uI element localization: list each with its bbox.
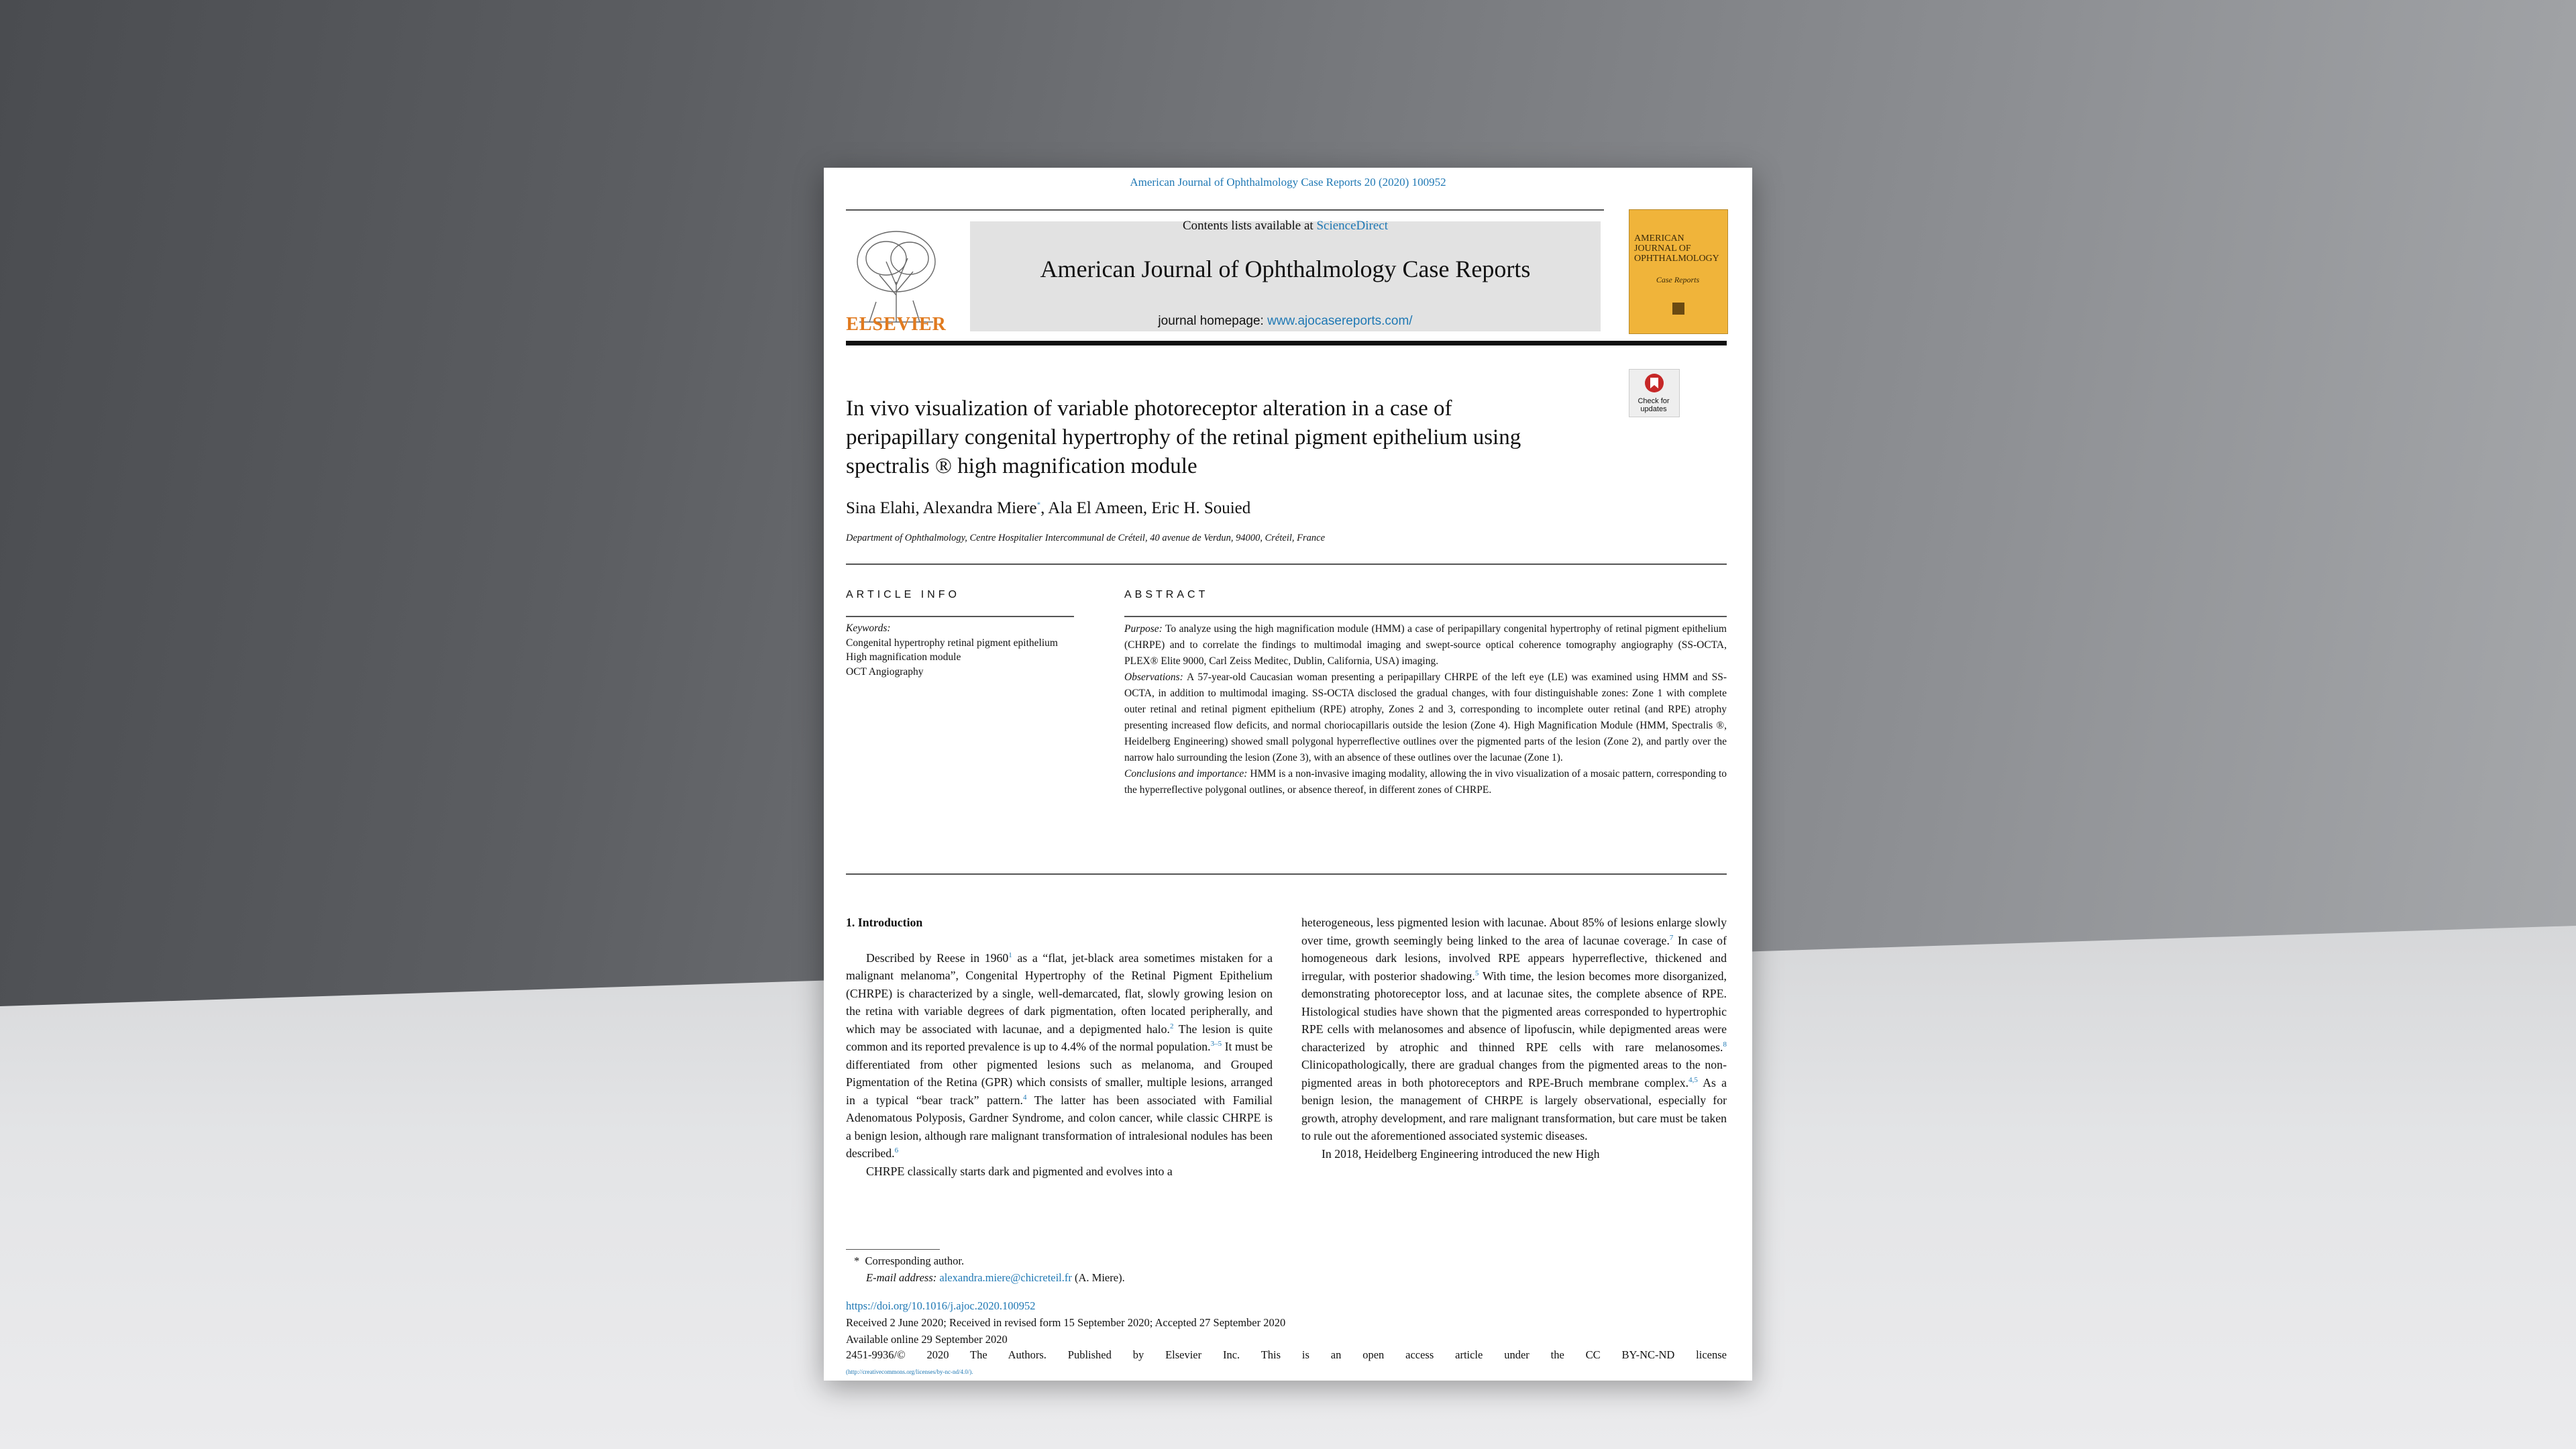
paragraph [846,949,1273,1163]
abstract-rule [1124,616,1727,617]
sciencedirect-link[interactable]: ScienceDirect [1316,219,1389,233]
contents-line [970,219,1601,233]
masthead-rule [846,341,1727,345]
body-column-right [1301,914,1727,1163]
doi-link[interactable]: https://doi.org/10.1016/j.ajoc.2020.100952 [846,1299,1036,1312]
observations-text: A 57-year-old Caucasian woman presenting a peripapillary CHRPE of the left eye (LE) was examined using HMM and SS-OCTA, in addition to multimodal imaging. SS-OCTA disclosed the gradual changes, with four distinguishable zones: Zone 1 with complete outer retinal and retinal pigment epithelium (RPE) atrophy, Zones 2 and 3, corresponding to incomplete outer retinal (and RPE) atrophy presenting increased flow deficits, and normal choriocapillaris outside the lesion (Zone 4). High Magnification Module (HMM, Spectralis ®, Heidelberg Engineering) showed small polygonal hyperreflective outlines over the pigmented parts of the lesion (Zone 2), and partly over the narrow halo surrounding the lesion (Zone 3), with an absence of these outlines over the lacunae (Zone 1). [1124,672,1727,763]
authors-after: , Ala El Ameen, Eric H. Souied [1040,499,1251,517]
keyword: High magnification module [846,651,961,663]
paragraph: CHRPE classically starts dark and pigmented and evolves into a [866,1164,1173,1178]
conclusions-label: Conclusions and importance: [1124,768,1248,780]
paragraph: In 2018, Heidelberg Engineering introduced the new High [1322,1146,1600,1161]
text-run: heterogeneous, less pigmented lesion with lacunae. About 85% of lesions enlarge slowly over time, growth seemingly being linked to the area of lacunae coverage. [1301,916,1727,947]
email-suffix: (A. Miere). [1075,1271,1125,1284]
received-dates: Received 2 June 2020; Received in revised form 15 September 2020; Accepted 27 September 2020 [846,1316,1286,1329]
homepage-prefix: journal homepage: [1158,314,1268,328]
citation-link[interactable]: 3–5 [1210,1040,1222,1049]
keyword: Congenital hypertrophy retinal pigment epithelium [846,637,1058,649]
corresponding-mark[interactable]: * [1036,500,1041,509]
body-column-left [846,914,1273,1180]
text-run: Clinicopathologically, there are gradual changes from the pigmented areas to the non-pigmented areas in both photoreceptors and RPE-Bruch membrane complex. [1301,1058,1727,1089]
text-run: The lesion is quite common and its reported prevalence is up to 4.4% of the normal population. [846,1022,1273,1053]
purpose-text: To analyze using the high magnification module (HMM) a case of peripapillary congenital hypertrophy of retinal pigment epithelium (CHRPE) and to correlate the findings to multimodal imaging and swept-source optical coherence tomography angiography (SS-OCTA, PLEX® Elite 9000, Carl Zeiss Meditec, Dublin, California, USA) imaging. [1124,623,1727,667]
footnote-email [846,1270,1727,1286]
cover-emblem-icon [1670,301,1686,317]
citation-link[interactable]: 4 [1023,1093,1027,1102]
article-info-rule [846,616,1074,617]
abstract-body [1124,621,1727,798]
contents-prefix: Contents lists available at [1182,219,1317,233]
homepage-link[interactable]: www.ajocasereports.com/ [1267,314,1413,328]
keywords-block [846,621,1074,679]
author-list [846,499,1517,518]
conclusions-text: HMM is a non-invasive imaging modality, allowing the in vivo visualization of a mosaic pattern, corresponding to the hyperreflective polygonal outlines, or absence thereof, in different zones of CHRPE. [1124,768,1727,796]
observations-label: Observations: [1124,672,1183,683]
check-for-updates-label: Check for updates [1638,397,1670,413]
paper-page [824,168,1752,1381]
publisher-name: ELSEVIER [846,314,947,335]
abstract-heading: ABSTRACT [1124,589,1209,600]
citation-link[interactable]: 2 [1169,1022,1174,1030]
bookmark-icon [1629,370,1679,396]
citation-link[interactable]: 7 [1669,933,1674,942]
footnote-text: Corresponding author. [865,1254,965,1267]
abstract-observations [1124,669,1727,766]
abstract-bottom-rule [846,873,1727,875]
footnote-corresponding [846,1253,1727,1269]
top-rule [846,209,1604,211]
text-run: As a benign lesion, the management of CHRPE is largely observational, especially for growth, atrophy development, and rare malignant transformation, but care must be taken to rule out the aforementioned associated systemic diseases. [1301,1075,1727,1142]
citation-link[interactable]: 5 [1474,969,1479,977]
email-link[interactable]: alexandra.miere@chicreteil.fr [939,1271,1072,1284]
cover-subtitle: Case Reports [1656,275,1700,284]
homepage-line [970,314,1601,329]
running-head[interactable]: American Journal of Ophthalmology Case Reports 20 (2020) 100952 [1130,176,1446,189]
cover-title: AMERICAN JOURNAL OF OPHTHALMOLOGY [1634,233,1719,264]
text-run: In case of homogeneous dark lesions, involved RPE appears hyperreflective, thickened and irregular, with posterior shadowing. [1301,933,1727,983]
available-online: Available online 29 September 2020 [846,1333,1008,1346]
authors-before: Sina Elahi, Alexandra Miere [846,499,1037,517]
citation-link[interactable]: 4,5 [1688,1075,1698,1084]
paragraph [1301,914,1727,1145]
purpose-label: Purpose: [1124,623,1163,635]
keyword: OCT Angiography [846,665,924,678]
citation-link[interactable]: 1 [1008,951,1012,959]
journal-title: American Journal of Ophthalmology Case Reports [1040,256,1531,282]
abstract-conclusions [1124,766,1727,798]
citation-link[interactable]: 8 [1723,1040,1727,1049]
citation-link[interactable]: 6 [894,1146,899,1155]
affiliation: Department of Ophthalmology, Centre Hospitalier Intercommunal de Créteil, 40 avenue de Verdun, 94000, Créteil, France [846,533,1326,543]
article-title: In vivo visualization of variable photoreceptor alteration in a case of peripapillary congenital hypertrophy of the retinal pigment epithelium using spectralis ® high magnification module [846,396,1521,478]
license-link[interactable]: (http://creativecommons.org/licenses/by-nc-nd/4.0/). [846,1368,973,1375]
article-info-heading: ARTICLE INFO [846,589,960,600]
license-statement: 2451-9936/© 2020 The Authors. Published by Elsevier Inc. This is an open access article under the CC BY-NC-ND license [846,1348,1727,1361]
footnote-rule [846,1249,940,1250]
header-rule [846,564,1727,565]
text-run: With time, the lesion becomes more disorganized, demonstrating photoreceptor loss, and at lacunae sites, the complete absence of RPE. Histological studies have shown that the pigmented areas corresponded to hypertrophic RPE cells with melanosomes and absence of lipofuscin, while depigmented areas were characterized by atrophic and thinned RPE cells with rare melanosomes. [1301,969,1727,1054]
section-title: 1. Introduction [846,916,923,929]
footnote-mark: * [854,1254,860,1267]
text-run: It must be differentiated from other pigmented lesions such as melanoma, and Grouped Pigmentation of the Retina (GPR) which consists of smaller, multiple lesions, arranged in a typical “bear track” pattern. [846,1040,1273,1107]
text-run: as a “flat, jet-black area sometimes mistaken for a malignant melanoma”, Congenital Hypertrophy of the Retinal Pigment Epithelium (CHRPE) is characterized by a single, well-demarcated, flat, slowly growing lesion on the retina with variable degrees of dark pigmentation, often located peripherally, and which may be associated with lacunae, and a depigmented halo. [846,951,1273,1036]
text-run: Described by Reese in 1960 [866,951,1009,965]
text-run: The latter has been associated with Familial Adenomatous Polyposis, Gardner Syndrome, and colon cancer, while classic CHRPE is a benign lesion, although rare malignant transformation of intralesional nodules has been described. [846,1093,1273,1160]
abstract-purpose [1124,621,1727,669]
keywords-label: Keywords: [846,623,891,634]
email-label: E-mail address: [866,1271,937,1284]
